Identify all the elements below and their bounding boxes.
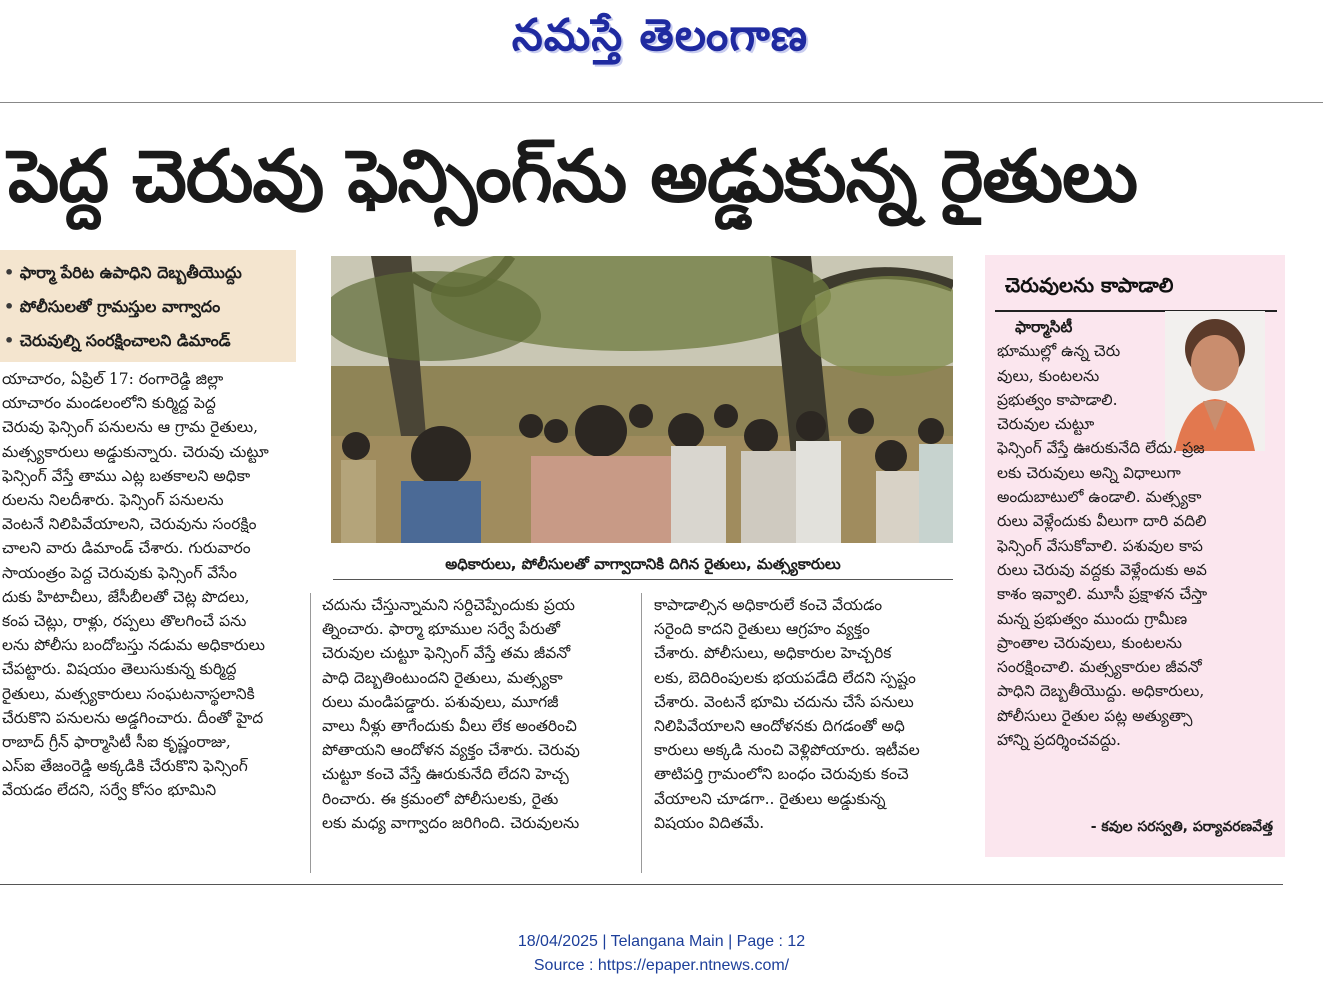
text-line: చేపట్టారు. విషయం తెలుసుకున్న కుర్మిద్ద xyxy=(2,660,237,679)
source-link[interactable]: Source : https://epaper.ntnews.com/ xyxy=(533,957,790,974)
text-line: చాలని వారు డిమాండ్ చేశారు. గురువారం xyxy=(2,539,251,558)
text-line: రులను నిలదీశారు. ఫెన్సింగ్ పనులను xyxy=(2,491,224,510)
farmers-police-photo xyxy=(331,256,953,543)
text-line: కారులు అక్కడి నుంచి వెళ్లిపోయారు. ఇటీవల xyxy=(654,741,920,760)
text-line: దుకు హిటాచీలు, జేసీబీలతో చెట్ల పొదలు, xyxy=(2,587,250,606)
text-line: మన్న ప్రభుత్వం ముందు గ్రామీణ xyxy=(997,609,1188,628)
text-line: ప్రభుత్వం కాపాడాలి. xyxy=(997,390,1118,409)
text-line: వేయడం లేదని, సర్వే కోసం భూమిని xyxy=(2,781,217,800)
text-line: చదును చేస్తున్నామని సర్దిచెప్పేందుకు ప్రయ xyxy=(322,596,575,614)
text-line: హాన్ని ప్రదర్శించవద్దు. xyxy=(997,731,1121,750)
text-line: రులు వెళ్లేందుకు వీలుగా దారి వదిలి xyxy=(997,512,1207,531)
text-line: లకు మధ్య వాగ్వాదం జరిగింది. చెరువులను xyxy=(322,813,580,832)
text-line: యాచారం మండలంలోని కుర్మిద్ద పెద్ద xyxy=(2,394,216,413)
newspaper-logo: నమస్తే తెలంగాణ xyxy=(511,10,809,61)
sidebar-text xyxy=(997,315,1275,752)
text-line: భూముల్లో ఉన్న చెరు xyxy=(997,342,1121,361)
text-line: లకు చెరువులు అన్ని విధాలుగా xyxy=(997,463,1181,482)
text-line: ఫెన్సింగ్ వేసుకోవాలి. పశువుల కాప xyxy=(997,536,1203,555)
text-line: తాటిపర్తి గ్రామంలోని బంధం చెరువుకు కంచె xyxy=(654,765,909,784)
text-line: కాపాడాల్సిన అధికారులే కంచె వేయడం xyxy=(654,596,883,614)
highlight-item: • పోలీసులతో గ్రామస్తుల వాగ్వాదం xyxy=(4,290,296,324)
photo-caption: అధికారులు, పోలీసులతో వాగ్వాదానికి దిగిన రైతులు, మత్స్యకారులు xyxy=(333,549,953,580)
text-line: అందుబాటులో ఉండాలి. మత్స్యకా xyxy=(997,488,1202,507)
text-line: నిలిపివేయాలని ఆందోళనకు దిగడంతో అధి xyxy=(654,717,905,736)
divider xyxy=(0,102,1323,103)
text-line: సరైంది కాదని రైతులు ఆగ్రహం వ్యక్తం xyxy=(654,620,870,639)
text-line: సాయంత్రం పెద్ద చెరువుకు ఫెన్సింగ్ వేసేం xyxy=(2,563,238,582)
article-column-2 xyxy=(322,593,628,835)
text-line: ఫెన్సింగ్ వేస్తే ఊరుకునేది లేదు. ప్రజ xyxy=(997,439,1205,458)
text-line: కంప చెట్లు, రాళ్లు, రప్పలు తొలగించే పను xyxy=(2,612,247,631)
text-line: పోతాయని ఆందోళన వ్యక్తం చేశారు. చెరువు xyxy=(322,741,580,760)
text-line: చుట్టూ కంచె వేస్తే ఊరుకునేది లేదని హెచ్చ xyxy=(322,765,569,784)
text-line: ఫెన్సింగ్ వేస్తే తాము ఎట్ల బతకాలని అధికా xyxy=(2,466,251,485)
text-line: రులు చెరువు వద్దకు వెళ్లేందుకు అవ xyxy=(997,560,1207,579)
text-line: చేరుకొని పనులను అడ్డగించారు. దీంతో హైద xyxy=(2,708,264,727)
article-column-1 xyxy=(2,367,296,803)
text-line: రాబాద్ గ్రీన్ ఫార్మాసిటీ సీఐ కృష్ణంరాజు, xyxy=(2,733,231,752)
text-line: లను పోలీసు బందోబస్తు నడుమ అధికారులు xyxy=(2,636,265,655)
text-line: పోలీసులు రైతుల పట్ల అత్యుత్సా xyxy=(997,706,1193,725)
text-line: చెరువుల చుట్టూ ఫెన్సింగ్ వేస్తే తమ జీవనో xyxy=(322,644,571,663)
highlight-item: • ఫార్మా పేరిట ఉపాధిని దెబ్బతీయొద్దు xyxy=(4,256,296,290)
text-line: చెరువు ఫెన్సింగ్ పనులను ఆ గ్రామ రైతులు, xyxy=(2,418,259,437)
column-divider xyxy=(641,593,642,873)
text-line: వాలు నీళ్లు తాగేందుకు వీలు లేక అంతరించి xyxy=(322,717,577,736)
text-line: రించారు. ఈ క్రమంలో పోలీసులకు, రైతు xyxy=(322,789,559,808)
opinion-sidebar xyxy=(985,255,1285,857)
text-line: ఎస్ఐ తేజంరెడ్డి అక్కడికి చేరుకొని ఫెన్సింగ్ xyxy=(2,757,248,776)
text-line: వులు, కుంటలను xyxy=(997,366,1100,385)
text-line: ఫార్మాసిటీ xyxy=(1015,317,1073,336)
text-line: మత్స్యకారులు అడ్డుకున్నారు. చెరువు చుట్టూ xyxy=(2,442,269,461)
news-photo xyxy=(331,256,953,543)
masthead xyxy=(0,0,1323,100)
text-line: లకు, బెదిరింపులకు భయపడేది లేదని స్పష్టం xyxy=(654,668,916,687)
text-line: ప్రాంతాల చెరువులు, కుంటలను xyxy=(997,633,1183,652)
edition-info: 18/04/2025 | Telangana Main | Page : 12 xyxy=(517,933,806,950)
author-signature: - కవుల సరస్వతి, పర్యావరణవేత్త xyxy=(1090,819,1273,835)
highlight-item: • చెరువుల్ని సంరక్షించాలని డిమాండ్ xyxy=(4,324,296,358)
page-footer xyxy=(0,930,1323,978)
column-divider xyxy=(310,593,311,873)
text-line: సంరక్షించాలి. మత్స్యకారుల జీవనో xyxy=(997,658,1202,677)
text-line: పాధి దెబ్బతింటుందని రైతులు, మత్స్యకా xyxy=(322,668,563,687)
text-line: రులు మండిపడ్డారు. పశువులు, మూగజీ xyxy=(322,692,559,711)
text-line: రైతులు, మత్స్యకారులు సంఘటనాస్థలానికి xyxy=(2,684,255,703)
text-line: చెరువుల చుట్టూ xyxy=(997,415,1095,434)
divider xyxy=(0,884,1283,885)
text-line: చేశారు. వెంటనే భూమి చదును చేసే పనులు xyxy=(654,692,914,711)
text-line: పాధిని దెబ్బతీయొద్దు. అధికారులు, xyxy=(997,682,1205,701)
text-line: వేయాలని చూడగా.. రైతులు అడ్డుకున్న xyxy=(654,789,886,808)
article-column-3 xyxy=(654,593,958,835)
text-line: విషయం విదితమే. xyxy=(654,813,765,832)
text-line: చేశారు. పోలీసులు, అధికారుల హెచ్చరిక xyxy=(654,644,892,663)
text-line: కాశం ఇవ్వాలి. మూసీ ప్రక్షాళన చేస్తా xyxy=(997,585,1208,604)
headline: పెద్ద చెరువు ఫెన్సింగ్‌ను అడ్డుకున్న రైతులు xyxy=(8,134,1138,218)
highlights-box xyxy=(0,250,296,362)
text-line: త్నించారు. ఫార్మా భూముల సర్వే పేరుతో xyxy=(322,620,560,639)
text-line: వెంటనే నిలిపివేయాలని, చెరువును సంరక్షిం xyxy=(2,515,257,534)
sidebar-title: చెరువులను కాపాడాలి xyxy=(1005,273,1174,297)
text-line: యాచారం, ఏప్రిల్ 17: రంగారెడ్డి జిల్లా xyxy=(2,370,224,388)
